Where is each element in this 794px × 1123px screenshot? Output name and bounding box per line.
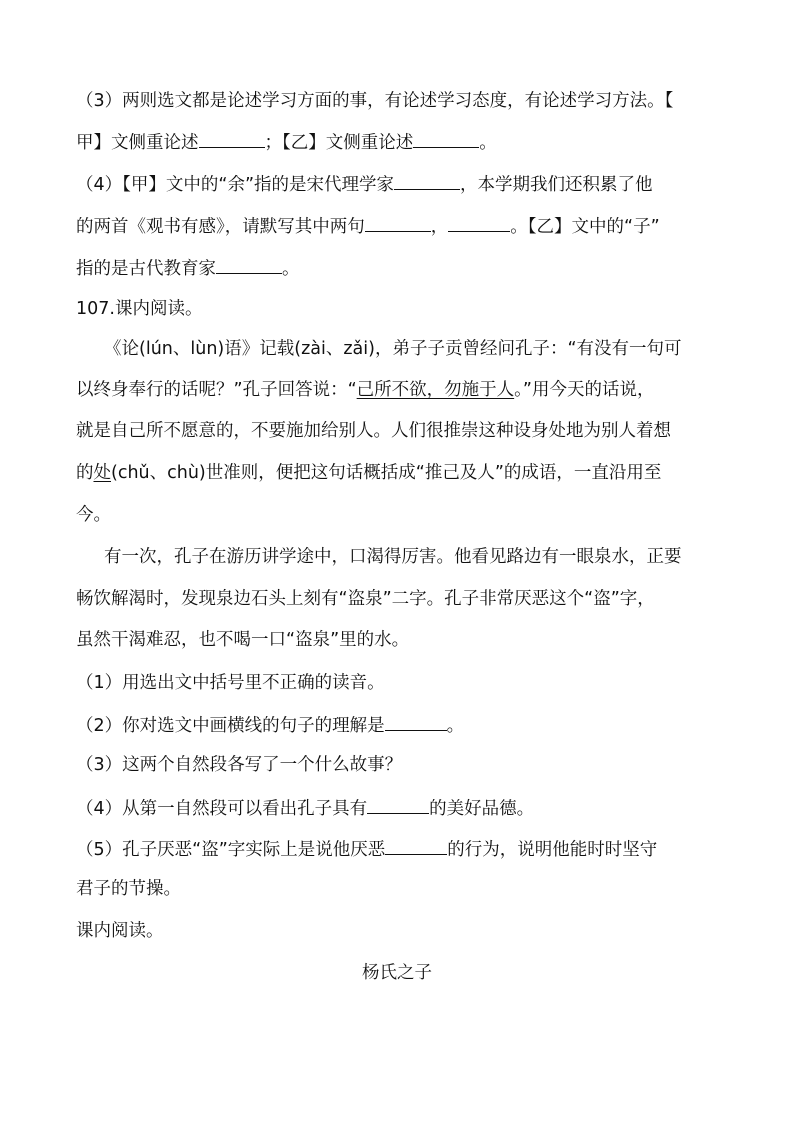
q4-line-3 bbox=[76, 254, 722, 282]
para1-text: 以终身奉行的话呢？”孔子回答说：“ bbox=[76, 380, 357, 400]
para2-line-1: 有一次，孔子在游历讲学途中，口渴得厉害。他看见路边有一眼泉水，正要 bbox=[104, 547, 682, 567]
next-section-header: 课内阅读。 bbox=[76, 921, 164, 941]
question-5-text: （5）孔子厌恶“盗”字实际上是说他厌恶 bbox=[76, 840, 386, 860]
para1-text: (chǔ、chù)世准则，便把这句话概括成“推己及人”的成语，一直沿用至 bbox=[111, 463, 662, 483]
q4-line-2 bbox=[76, 212, 722, 240]
q3-text: 两则选文都是论述学习方面的事，有论述学习态度，有论述学习方法。【 bbox=[122, 91, 674, 111]
question-4 bbox=[76, 794, 722, 822]
question-1: （1）用选出文中括号里不正确的读音。 bbox=[76, 673, 385, 693]
para1-text: 的 bbox=[76, 463, 94, 483]
underlined-char: 处 bbox=[93, 463, 111, 483]
underlined-sentence: 己所不欲，勿施于人 bbox=[356, 380, 515, 400]
answer-blank[interactable] bbox=[216, 254, 282, 274]
question-5-line-1 bbox=[76, 835, 722, 863]
question-2-text: （2）你对选文中画横线的句子的理解是 bbox=[76, 716, 385, 736]
q4-text-c: 的两首《观书有感》，请默写其中两句 bbox=[76, 217, 365, 237]
answer-blank[interactable] bbox=[448, 212, 510, 232]
para1-line-1: 《论(lún、lùn)语》记载(zài、zǎi)，弟子子贡曾经问孔子：“有没有一句可 bbox=[104, 339, 682, 359]
q3-text-d: 。 bbox=[479, 133, 497, 153]
q4-text-f: 指的是古代教育家 bbox=[76, 259, 216, 279]
question-5-text-b: 的行为，说明他能时时坚守 bbox=[447, 840, 658, 860]
question-4-text: （4）从第一自然段可以看出孔子具有 bbox=[76, 799, 368, 819]
para1-line-2 bbox=[76, 377, 722, 403]
para1-line-5: 今。 bbox=[76, 505, 111, 525]
question-2-end: 。 bbox=[446, 716, 465, 736]
q4-text-b: ，本学期我们还积累了他 bbox=[460, 175, 653, 195]
passage-title: 杨氏之子 bbox=[362, 963, 432, 983]
q4-text-d: ， bbox=[430, 217, 449, 237]
answer-blank[interactable] bbox=[367, 794, 429, 814]
answer-blank[interactable] bbox=[413, 128, 479, 148]
q4-line-1 bbox=[76, 170, 722, 198]
para1-line-4 bbox=[76, 460, 722, 486]
answer-blank[interactable] bbox=[365, 212, 431, 232]
para1-text: 。”用今天的话说， bbox=[514, 380, 655, 400]
question-3: （3）这两个自然段各写了一个什么故事？ bbox=[76, 755, 403, 775]
answer-blank[interactable] bbox=[394, 170, 460, 190]
q3-line-2 bbox=[76, 128, 722, 156]
q3-line-1 bbox=[76, 88, 722, 114]
question-5-line-2: 君子的节操。 bbox=[76, 879, 181, 899]
answer-blank[interactable] bbox=[199, 128, 265, 148]
answer-blank[interactable] bbox=[385, 835, 447, 855]
q4-text-e: 。【乙】文中的“子” bbox=[510, 217, 660, 237]
q3-text-b: 甲】文侧重论述 bbox=[76, 133, 199, 153]
section-header-107: 107.课内阅读。 bbox=[76, 299, 203, 319]
q3-text-c: ；【乙】文侧重论述 bbox=[264, 133, 414, 153]
question-4-end: 的美好品德。 bbox=[429, 799, 535, 819]
para2-line-3: 虽然干渴难忍，也不喝一口“盗泉”里的水。 bbox=[76, 630, 410, 650]
para1-line-3: 就是自己所不愿意的，不要施加给别人。人们很推崇这种设身处地为别人着想 bbox=[76, 421, 671, 441]
q3-number: （3） bbox=[76, 91, 123, 111]
para2-line-2: 畅饮解渴时，发现泉边石头上刻有“盗泉”二字。孔子非常厌恶这个“盗”字， bbox=[76, 589, 655, 609]
q4-number: （4） bbox=[76, 175, 123, 195]
answer-blank[interactable] bbox=[385, 711, 447, 731]
q4-text-g: 。 bbox=[282, 259, 300, 279]
question-2 bbox=[76, 711, 722, 739]
q4-text-a: 【甲】文中的“余”指的是宋代理学家 bbox=[122, 175, 395, 195]
